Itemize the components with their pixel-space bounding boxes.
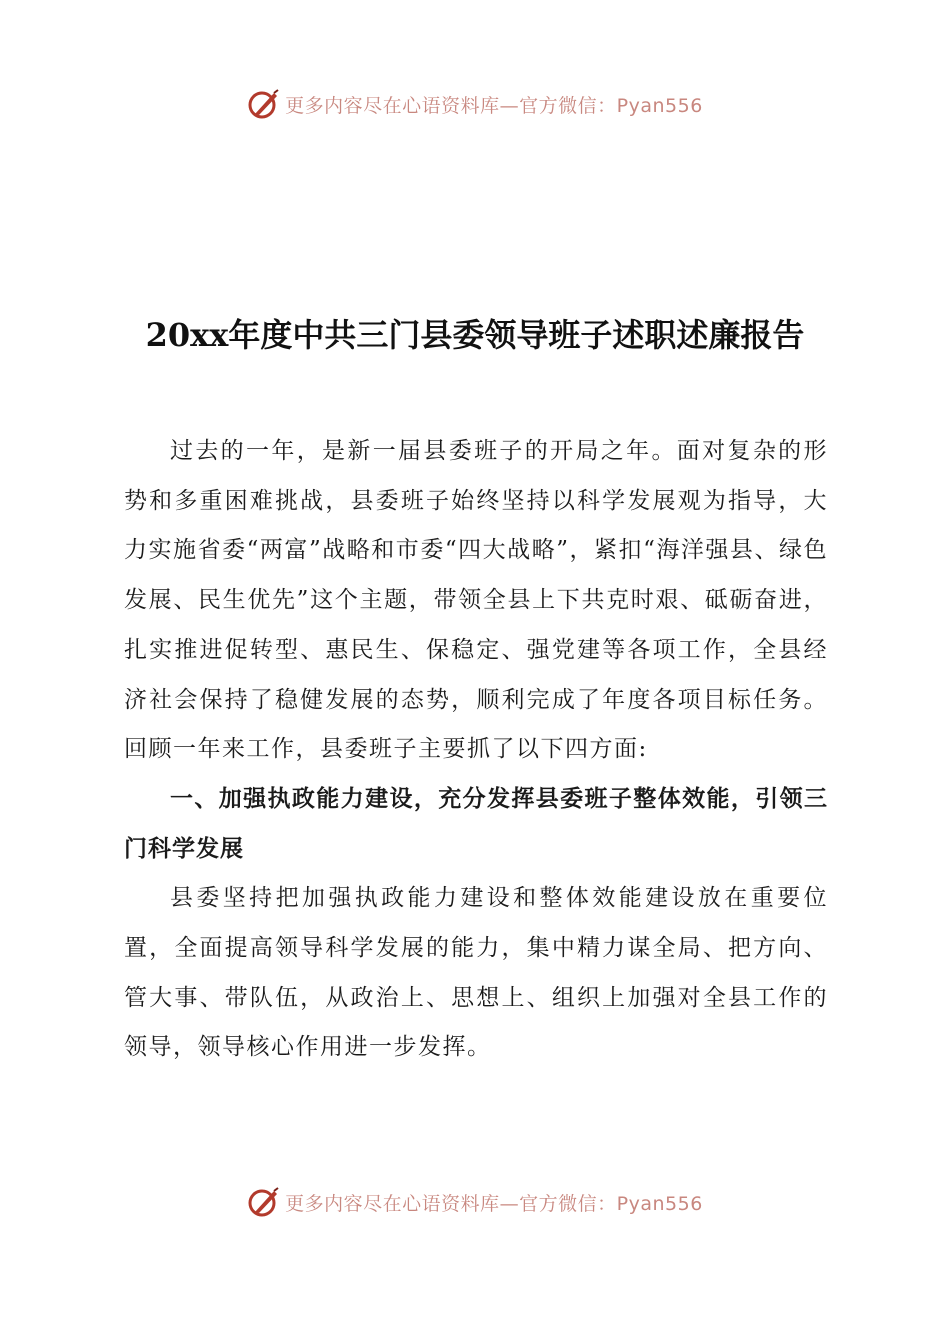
body-paragraph: 县委坚持把加强执政能力建设和整体效能建设放在重要位置，全面提高领导科学发展的能力，集中精力谋全局、把方向、管大事、带队伍，从政治上、思想上、组织上加强对全县工作的领导，领导核心作用进一步发挥。 [124, 885, 828, 1061]
watermark-text: 更多内容尽在心语资料库—官方微信：Pyan556 [285, 94, 703, 117]
quill-pen-circle-icon [247, 87, 281, 121]
body-paragraph: 过去的一年，是新一届县委班子的开局之年。面对复杂的形势和多重困难挑战，县委班子始终坚持以科学发展观为指导，大力实施省委“两富”战略和市委“四大战略”，紧扣“海洋强县、绿色发展、民生优先”这个主题，带领全县上下共克时艰、砥砺奋进，扎实推进促转型、惠民生、保稳定、强党建等各项工作，全县经济社会保持了稳健发展的态势，顺利完成了年度各项目标任务。回顾一年来工作，县委班子主要抓了以下四方面: [124, 438, 828, 763]
header-watermark [0, 84, 950, 124]
quill-pen-circle-icon [247, 1185, 281, 1219]
section-heading: 一、加强执政能力建设，充分发挥县委班子整体效能，引领三门科学发展 [124, 785, 828, 862]
footer-watermark [0, 1182, 950, 1222]
document-body [124, 427, 828, 1073]
document-title: 20xx年度中共三门县委领导班子述职述廉报告 [145, 316, 805, 354]
watermark-text: 更多内容尽在心语资料库—官方微信：Pyan556 [285, 1192, 703, 1215]
